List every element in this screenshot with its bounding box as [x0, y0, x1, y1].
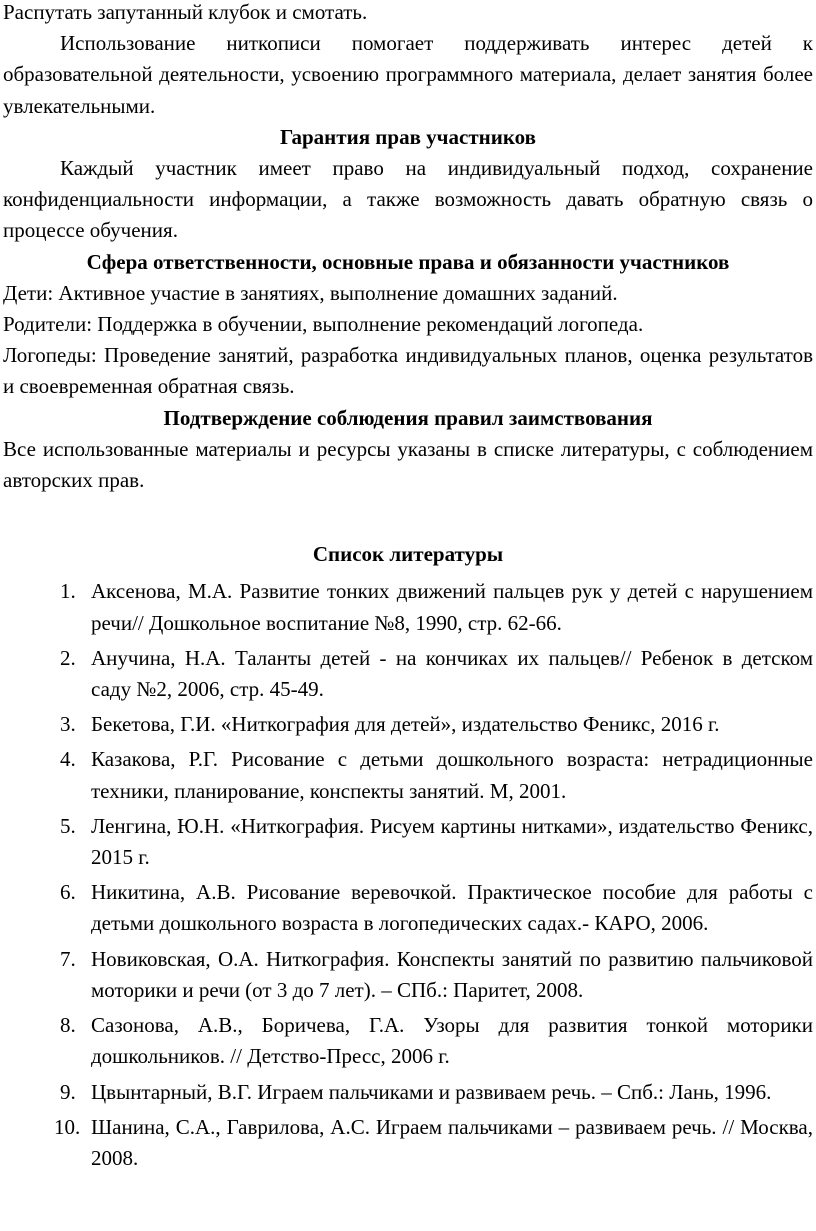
- reference-number: 5.: [60, 813, 76, 838]
- reference-number: 6.: [60, 880, 76, 905]
- intro-paragraph: Использование ниткописи помогает поддерживать интерес детей к образовательной деятельности, усвоению программного материала, делает занятия более увлекательными.: [3, 31, 813, 118]
- reference-number: 8.: [60, 1013, 76, 1038]
- reference-number: 10.: [54, 1114, 81, 1139]
- references-title: Список литературы: [312, 542, 504, 567]
- therapists-duties: Логопеды: Проведение занятий, разработка индивидуальных планов, оценка результатов и своевременная обратная связь.: [3, 343, 813, 399]
- reference-number: 7.: [60, 946, 76, 971]
- reference-number: 2.: [60, 645, 76, 670]
- reference-text: Цвынтарный, В.Г. Играем пальчиками и развиваем речь. – Спб.: Лань, 1996.: [91, 1079, 772, 1104]
- parents-duties: Родители: Поддержка в обучении, выполнение рекомендаций логопеда.: [3, 312, 644, 337]
- reference-item: [3, 877, 813, 939]
- borrowing-paragraph: Все использованные материалы и ресурсы указаны в списке литературы, с соблюдением авторских прав.: [3, 436, 813, 493]
- children-duties: Дети: Активное участие в занятиях, выполнение домашних заданий.: [3, 280, 618, 305]
- reference-text: Шанина, С.А., Гаврилова, А.С. Играем пальчиками – развиваем речь. // Москва, 2008.: [91, 1114, 813, 1170]
- responsibility-heading: Сфера ответственности, основные права и обязанности участников: [86, 249, 730, 274]
- references-list: [3, 576, 813, 1174]
- reference-text: Аксенова, М.А. Развитие тонких движений пальцев рук у детей с нарушением речи// Дошкольное воспитание №8, 1990, стр. 62-66.: [91, 579, 813, 635]
- reference-text: Никитина, А.В. Рисование веревочкой. Практическое пособие для работы с детьми дошкольного возраста в логопедических садах.- КАРО, 2006.: [91, 880, 813, 936]
- reference-number: 9.: [60, 1079, 76, 1104]
- reference-text: Новиковская, О.А. Ниткография. Конспекты занятий по развитию пальчиковой моторики и речи (от 3 до 7 лет). – СПб.: Паритет, 2008.: [91, 946, 813, 1002]
- reference-item: [3, 576, 813, 638]
- document-page: [3, 0, 813, 1178]
- reference-item: [3, 744, 813, 806]
- reference-item: [3, 811, 813, 873]
- reference-text: Сазонова, А.В., Боричева, Г.А. Узоры для развития тонкой моторики дошкольников. // Детство-Пресс, 2006 г.: [91, 1013, 813, 1069]
- intro-line: Распутать запутанный клубок и смотать.: [3, 0, 368, 24]
- rights-heading: Гарантия прав участников: [279, 124, 536, 149]
- reference-item: [3, 944, 813, 1006]
- reference-text: Ленгина, Ю.Н. «Ниткография. Рисуем картины нитками», издательство Феникс, 2015 г.: [91, 813, 813, 870]
- reference-item: [3, 643, 813, 705]
- section-spacer: [3, 496, 813, 539]
- reference-number: 4.: [60, 747, 76, 772]
- rights-paragraph: Каждый участник имеет право на индивидуальный подход, сохранение конфиденциальности информации, а также возможность давать обратную связь о процессе обучения.: [3, 156, 813, 243]
- reference-item: [3, 1077, 813, 1108]
- reference-number: 1.: [60, 579, 76, 604]
- reference-text: Бекетова, Г.И. «Ниткография для детей», издательство Феникс, 2016 г.: [91, 712, 720, 737]
- reference-item: [3, 1112, 813, 1174]
- reference-item: [3, 1010, 813, 1072]
- reference-item: [3, 709, 813, 740]
- reference-text: Анучина, Н.А. Таланты детей - на кончиках их пальцев// Ребенок в детском саду №2, 2006, стр. 45-49.: [91, 645, 813, 702]
- borrowing-heading: Подтверждение соблюдения правил заимствования: [163, 405, 653, 430]
- reference-number: 3.: [60, 712, 76, 737]
- reference-text: Казакова, Р.Г. Рисование с детьми дошкольного возраста: нетрадиционные техники, планирование, конспекты занятий. М, 2001.: [91, 747, 813, 803]
